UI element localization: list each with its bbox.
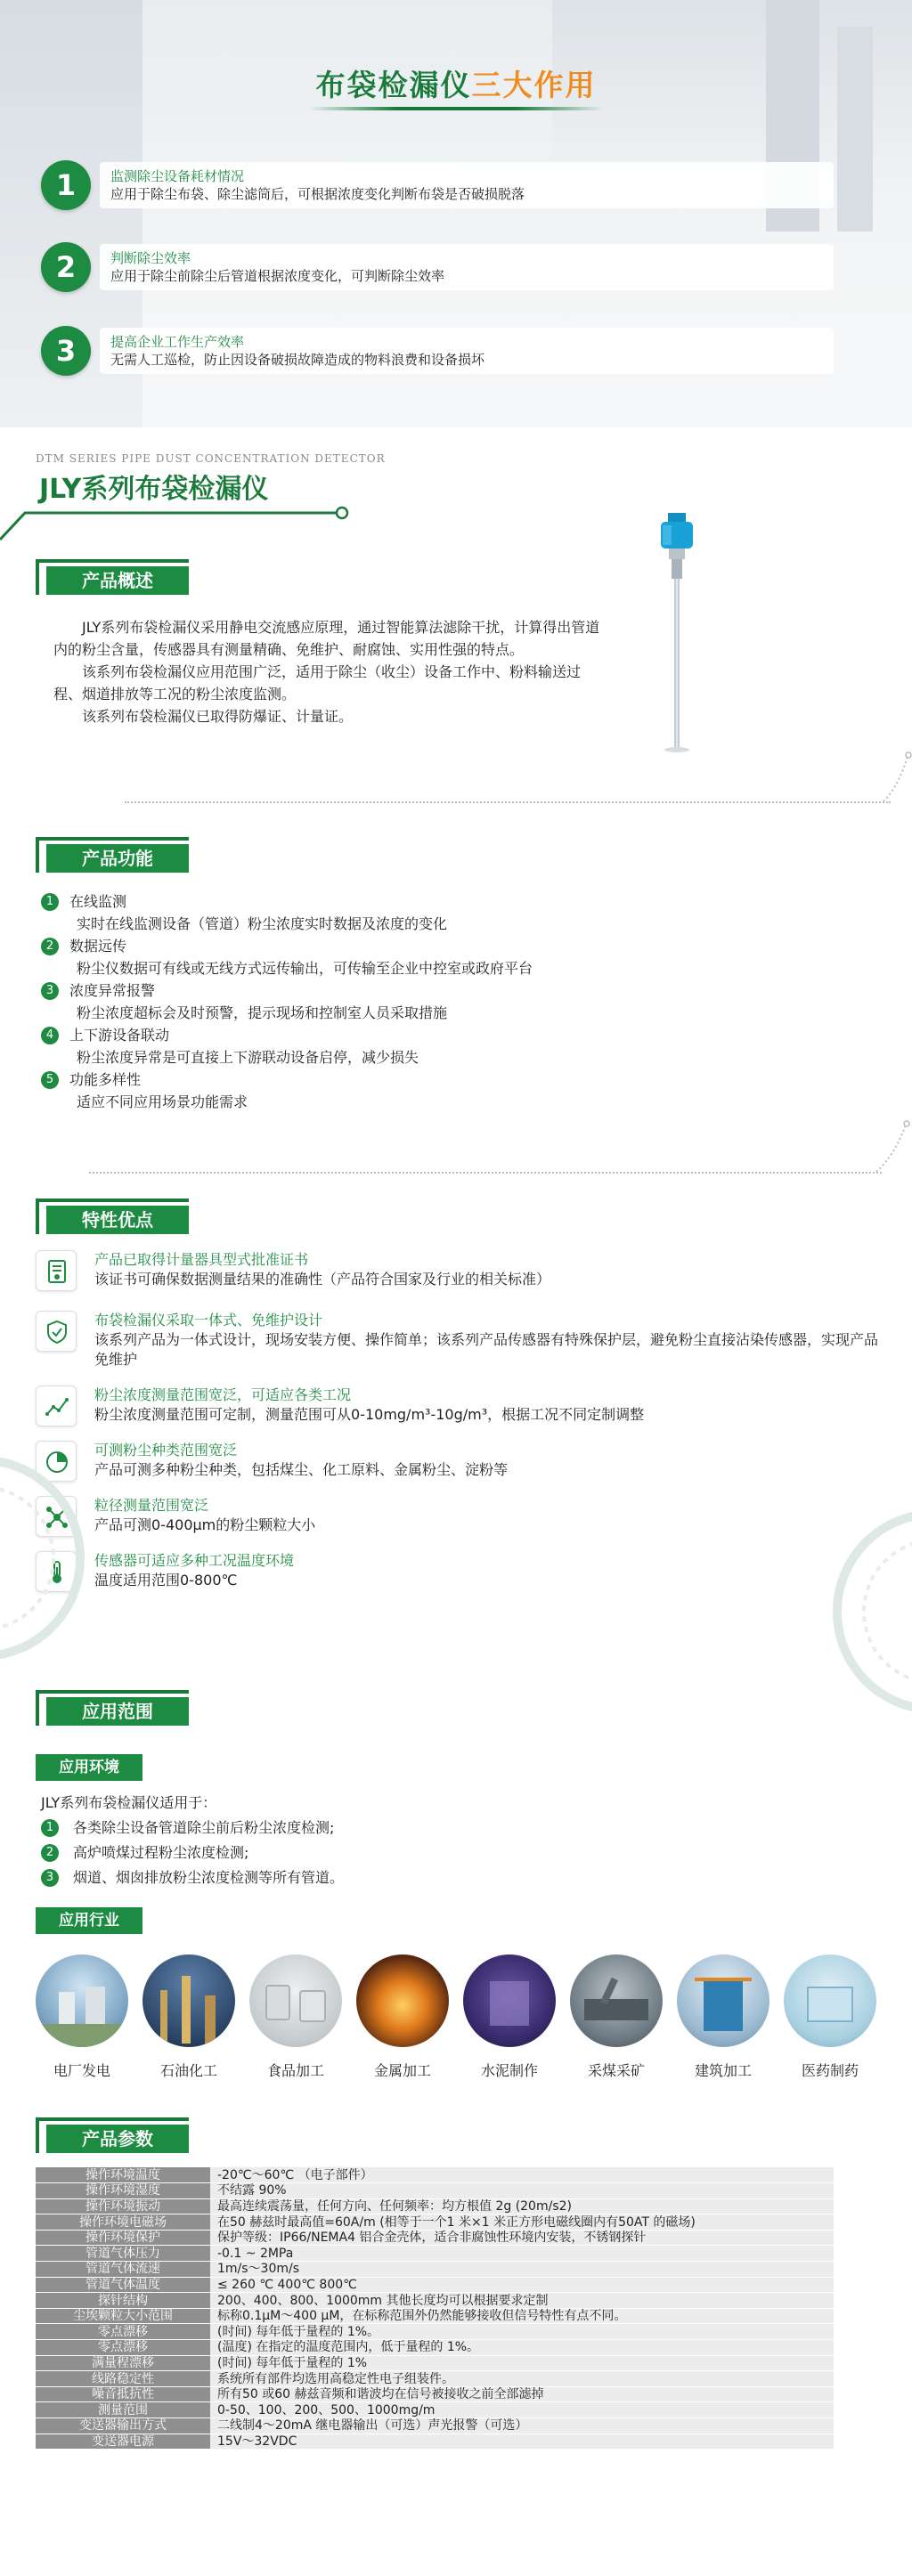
table-row bbox=[36, 2262, 834, 2278]
overview-paragraph: JLY系列布袋检漏仪采用静电交流感应原理，通过智能算法滤除干扰，计算得出管道内的粉尘含量，传感器具有测量精确、免维护、耐腐蚀、实用性强的特点。 bbox=[53, 619, 600, 658]
heading-label: 产品概述 bbox=[46, 566, 189, 595]
shield-check-icon bbox=[36, 1311, 77, 1352]
application-number: 2 bbox=[41, 1844, 59, 1862]
table-row bbox=[36, 2198, 834, 2214]
spec-value: (温度) 在指定的温度范围内，低于量程的 1%。 bbox=[210, 2340, 834, 2356]
spec-key: 变送器输出方式 bbox=[36, 2418, 210, 2434]
spec-key: 操作环境振动 bbox=[36, 2198, 210, 2214]
table-row bbox=[36, 2183, 834, 2199]
feature-description: 温度适用范围0-800℃ bbox=[94, 1572, 238, 1589]
spec-key: 管道气体压力 bbox=[36, 2246, 210, 2262]
spec-value: 200、400、800、1000mm 其他长度均可以根据要求定制 bbox=[210, 2293, 834, 2309]
feature-description: 产品可测0-400μm的粉尘颗粒大小 bbox=[94, 1516, 316, 1533]
spec-key: 探针结构 bbox=[36, 2293, 210, 2309]
function-description: 适应不同应用场景功能需求 bbox=[77, 1093, 248, 1110]
use-number-badge: 1 bbox=[41, 160, 91, 210]
function-description: 粉尘浓度异常是可直接上下游联动设备启停，减少损失 bbox=[77, 1049, 419, 1066]
spec-value: -20℃～60℃ （电子部件） bbox=[210, 2167, 834, 2183]
section-heading-features bbox=[36, 1199, 189, 1234]
section-heading-overview bbox=[36, 559, 189, 595]
spec-key: 管道气体流速 bbox=[36, 2262, 210, 2278]
table-row bbox=[36, 2340, 834, 2356]
application-text: 高炉喷煤过程粉尘浓度检测; bbox=[73, 1844, 249, 1861]
heading-label: 产品参数 bbox=[46, 2125, 189, 2153]
subheading-environment: 应用环境 bbox=[36, 1754, 142, 1781]
function-title: 在线监测 bbox=[69, 893, 127, 910]
use-title: 判断除尘效率 bbox=[110, 250, 191, 266]
feature-description: 粉尘浓度测量范围可定制，测量范围可从0-10mg/m³-10g/m³，根据工况不同定制调整 bbox=[94, 1406, 645, 1423]
use-description: 应用于除尘前除尘后管道根据浓度变化，可判断除尘效率 bbox=[110, 268, 445, 284]
spec-value: ≤ 260 ℃ 400℃ 800℃ bbox=[210, 2277, 834, 2293]
product-image-detector bbox=[641, 508, 712, 766]
use-number-badge: 3 bbox=[41, 326, 91, 376]
feature-description: 该证书可确保数据测量结果的准确性（产品符合国家及行业的相关标准） bbox=[94, 1271, 551, 1288]
spec-value: 二线制4～20mA 继电器输出（可选）声光报警（可选） bbox=[210, 2418, 834, 2434]
spec-value: 15V～32VDC bbox=[210, 2434, 834, 2450]
overview-paragraph: 该系列布袋检漏仪已取得防爆证、计量证。 bbox=[82, 708, 354, 725]
spec-table bbox=[36, 2167, 834, 2450]
spec-key: 测量范围 bbox=[36, 2402, 210, 2418]
function-number: 4 bbox=[41, 1027, 59, 1044]
line-chart-icon bbox=[36, 1386, 77, 1426]
hero-bg-tower bbox=[837, 27, 873, 232]
use-title: 监测除尘设备耗材情况 bbox=[110, 168, 245, 184]
function-item bbox=[41, 1024, 843, 1069]
divider bbox=[125, 801, 891, 803]
table-row bbox=[36, 2167, 834, 2183]
spec-value: 不结露 90% bbox=[210, 2183, 834, 2199]
function-list bbox=[41, 890, 843, 1113]
use-title: 提高企业工作生产效率 bbox=[110, 334, 245, 350]
spec-value: 所有50 或60 赫兹音频和谐波均在信号被接收之前全部滤掉 bbox=[210, 2386, 834, 2402]
function-description: 粉尘浓度超标会及时预警，提示现场和控制室人员采取措施 bbox=[77, 1004, 448, 1021]
use-number-badge: 2 bbox=[41, 242, 91, 292]
feature-title: 可测粉尘种类范围宽泛 bbox=[94, 1442, 238, 1459]
table-row bbox=[36, 2418, 834, 2434]
divider bbox=[89, 1172, 882, 1174]
application-number: 1 bbox=[41, 1819, 59, 1837]
industry-label: 石油化工 bbox=[159, 2062, 217, 2079]
table-row bbox=[36, 2355, 834, 2371]
spec-key: 操作环境湿度 bbox=[36, 2183, 210, 2199]
hero-title-part1: 布袋检漏仪 bbox=[315, 68, 472, 102]
industry-image bbox=[356, 1954, 449, 2047]
industry-image bbox=[36, 1954, 128, 2047]
table-row bbox=[36, 2246, 834, 2262]
heading-label: 产品功能 bbox=[46, 844, 189, 873]
spec-value: -0.1 ~ 2MPa bbox=[210, 2246, 834, 2262]
table-row bbox=[36, 2293, 834, 2309]
function-description: 实时在线监测设备（管道）粉尘浓度实时数据及浓度的变化 bbox=[77, 915, 448, 932]
heading-label: 特性优点 bbox=[46, 1206, 189, 1234]
industry-image bbox=[570, 1954, 663, 2047]
table-row bbox=[36, 2230, 834, 2246]
feature-description: 该系列产品为一体式设计，现场安装方便、操作简单；该系列产品传感器有特殊保护层，避免粉尘直接沾染传感器，实现产品免维护 bbox=[94, 1331, 879, 1368]
industry-item bbox=[677, 1954, 770, 2080]
industry-row bbox=[36, 1954, 876, 2088]
application-number: 3 bbox=[41, 1869, 59, 1887]
function-number: 3 bbox=[41, 982, 59, 1000]
feature-title: 产品已取得计量器具型式批准证书 bbox=[94, 1251, 309, 1268]
industry-item bbox=[463, 1954, 556, 2080]
table-row bbox=[36, 2371, 834, 2387]
function-item bbox=[41, 979, 843, 1024]
spec-key: 变送器电源 bbox=[36, 2434, 210, 2450]
feature-title: 粒径测量范围宽泛 bbox=[94, 1497, 209, 1514]
deco-ring-left bbox=[0, 1442, 107, 1674]
industry-item bbox=[356, 1954, 449, 2080]
subheading-industry: 应用行业 bbox=[36, 1907, 142, 1934]
application-intro: JLY系列布袋检漏仪适用于： bbox=[41, 1794, 217, 1811]
table-row bbox=[36, 2324, 834, 2340]
spec-value: 系统所有部件均选用高稳定性电子组装件。 bbox=[210, 2371, 834, 2387]
industry-label: 金属加工 bbox=[373, 2062, 431, 2079]
table-row bbox=[36, 2214, 834, 2231]
spec-key: 零点漂移 bbox=[36, 2324, 210, 2340]
feature-description: 产品可测多种粉尘种类，包括煤尘、化工原料、金属粉尘、淀粉等 bbox=[94, 1461, 509, 1478]
function-title: 数据远传 bbox=[69, 938, 127, 955]
spec-value: 保护等级：IP66/NEMA4 铝合金壳体，适合非腐蚀性环境内安装，不锈钢探针 bbox=[210, 2230, 834, 2246]
industry-label: 医药制药 bbox=[801, 2062, 859, 2079]
industry-image bbox=[784, 1954, 876, 2047]
section-heading-application bbox=[36, 1690, 189, 1726]
spec-key: 尘埃颗粒大小范围 bbox=[36, 2308, 210, 2324]
certificate-icon bbox=[36, 1250, 77, 1291]
industry-image bbox=[463, 1954, 556, 2047]
deco-curve bbox=[873, 1118, 912, 1174]
spec-value: 最高连续震荡量，任何方向、任何频率：均方根值 2g (20m/s2) bbox=[210, 2198, 834, 2214]
feature-title: 粉尘浓度测量范围宽泛，可适应各类工况 bbox=[94, 1386, 352, 1403]
function-number: 1 bbox=[41, 893, 59, 911]
industry-item bbox=[570, 1954, 663, 2080]
function-title: 浓度异常报警 bbox=[69, 982, 156, 999]
spec-value: 在50 赫兹时最高值=60A/m (相等于一个1 米×1 米正方形电磁线圈内有50AT 的磁场) bbox=[210, 2214, 834, 2231]
industry-label: 食品加工 bbox=[266, 2062, 324, 2079]
spec-value: (时间) 每年低于量程的 1%。 bbox=[210, 2324, 834, 2340]
spec-value: 0-50、100、200、500、1000mg/m bbox=[210, 2402, 834, 2418]
overview-paragraph: 该系列布袋检漏仪应用范围广泛，适用于除尘（收尘）设备工作中、粉料输送过程、烟道排放等工况的粉尘浓度监测。 bbox=[53, 663, 582, 703]
spec-key: 满量程漂移 bbox=[36, 2355, 210, 2371]
industry-item bbox=[36, 1954, 128, 2080]
spec-value: 1m/s～30m/s bbox=[210, 2262, 834, 2278]
industry-item bbox=[784, 1954, 876, 2080]
spec-key: 零点漂移 bbox=[36, 2340, 210, 2356]
heading-label: 应用范围 bbox=[46, 1697, 189, 1726]
table-row bbox=[36, 2434, 834, 2450]
industry-image bbox=[249, 1954, 342, 2047]
industry-label: 建筑加工 bbox=[694, 2062, 752, 2079]
product-title: JLY系列布袋检漏仪 bbox=[39, 474, 269, 505]
section-heading-functions bbox=[36, 837, 189, 873]
spec-value: 标称0.1μM～400 μM，在标称范围外仍然能够接收但信号特性有点不同。 bbox=[210, 2308, 834, 2324]
industry-item bbox=[142, 1954, 235, 2080]
title-accent-line bbox=[0, 0, 374, 552]
function-title: 上下游设备联动 bbox=[69, 1027, 170, 1044]
function-item bbox=[41, 890, 843, 935]
application-text: 烟道、烟囱排放粉尘浓度检测等所有管道。 bbox=[73, 1869, 345, 1886]
industry-image bbox=[142, 1954, 235, 2047]
spec-key: 操作环境电磁场 bbox=[36, 2214, 210, 2231]
table-row bbox=[36, 2308, 834, 2324]
function-item bbox=[41, 935, 843, 979]
table-row bbox=[36, 2402, 834, 2418]
spec-key: 操作环境温度 bbox=[36, 2167, 210, 2183]
industry-label: 电厂发电 bbox=[53, 2062, 110, 2079]
spec-key: 管道气体温度 bbox=[36, 2277, 210, 2293]
hero-title-part2: 三大作用 bbox=[471, 68, 597, 102]
deco-curve bbox=[882, 750, 912, 803]
function-number: 2 bbox=[41, 938, 59, 955]
industry-label: 采煤采矿 bbox=[587, 2062, 645, 2079]
table-row bbox=[36, 2386, 834, 2402]
industry-item bbox=[249, 1954, 342, 2080]
function-title: 功能多样性 bbox=[69, 1071, 142, 1088]
feature-title: 传感器可适应多种工况温度环境 bbox=[94, 1552, 295, 1569]
spec-key: 线路稳定性 bbox=[36, 2371, 210, 2387]
industry-image bbox=[677, 1954, 770, 2047]
table-row bbox=[36, 2277, 834, 2293]
product-subtitle-en: DTM SERIES PIPE DUST CONCENTRATION DETECTOR bbox=[36, 452, 386, 465]
overview-text bbox=[53, 616, 606, 727]
function-description: 粉尘仪数据可有线或无线方式远传输出，可传输至企业中控室或政府平台 bbox=[77, 960, 533, 977]
function-item bbox=[41, 1069, 843, 1113]
spec-key: 操作环境保护 bbox=[36, 2230, 210, 2246]
function-number: 5 bbox=[41, 1071, 59, 1089]
industry-label: 水泥制作 bbox=[480, 2062, 538, 2079]
deco-ring-right bbox=[802, 1496, 912, 1727]
section-heading-specs bbox=[36, 2117, 189, 2153]
application-text: 各类除尘设备管道除尘前后粉尘浓度检测; bbox=[73, 1819, 335, 1836]
spec-value: (时间) 每年低于量程的 1% bbox=[210, 2355, 834, 2371]
feature-title: 布袋检漏仪采取一体式、免维护设计 bbox=[94, 1312, 323, 1329]
use-description: 无需人工巡检，防止因设备破损故障造成的物料浪费和设备损坏 bbox=[110, 352, 485, 368]
spec-key: 噪音抵抗性 bbox=[36, 2386, 210, 2402]
use-description: 应用于除尘布袋、除尘滤筒后，可根据浓度变化判断布袋是否破损脱落 bbox=[110, 186, 525, 202]
